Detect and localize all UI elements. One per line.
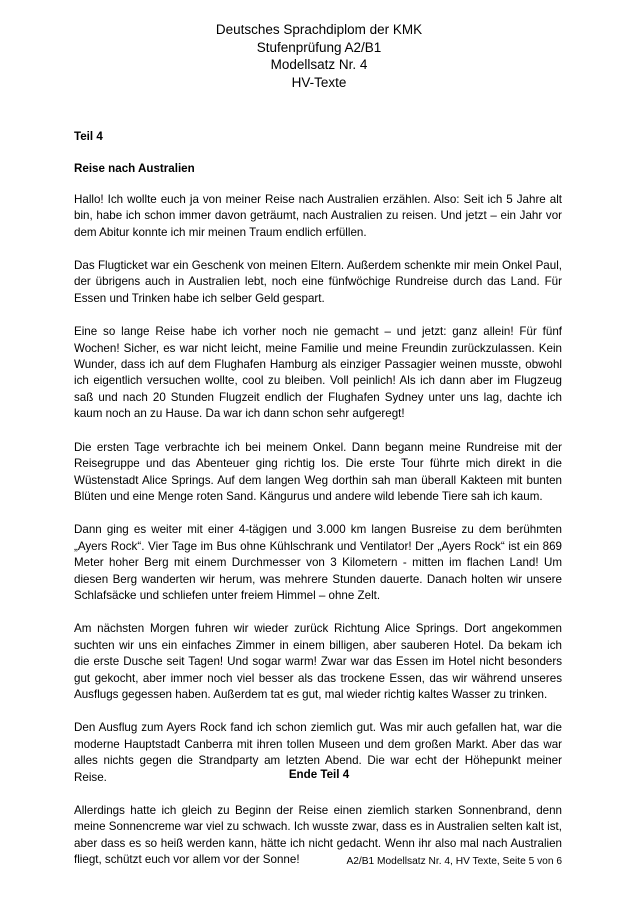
text-title: Reise nach Australien bbox=[74, 162, 195, 176]
paragraph: Allerdings hatte ich gleich zu Beginn der Reise einen ziemlich starken Sonnenbrand, denn meine Sonnencreme war viel zu schwach. Ich wusste zwar, dass es in Australien selten kalt ist, aber dass es so heiß werden kann, hätte ich nicht gedacht. Wenn ihr also mal nach Australien fliegt, schützt euch vor allem vor der Sonne! bbox=[74, 804, 562, 867]
paragraph: Hallo! Ich wollte euch ja von meiner Reise nach Australien erzählen. Also: Seit ich 5 Jahre alt bin, habe ich schon immer davon geträumt, nach Australien zu reisen. Und jetzt – ein Jahr vor dem Abitur konnte ich mir meinen Traum endlich erfüllen. bbox=[74, 192, 562, 239]
paragraph: Eine so lange Reise habe ich vorher noch nie gemacht – und jetzt: ganz allein! Für fünf Wochen! Sicher, es war nicht leicht, meine Familie und meine Freundin zurückzulassen. Kein Wunder, dass ich auf dem Flughafen Hamburg als einziger Passagier weinen musste, obwohl ich eigentlich versuchen wollte, cool zu bleiben. Voll peinlich! Als ich dann aber im Flugzeug saß und nach 20 Stunden Flugzeit endlich der Flughafen Sydney unter uns lag, dachte ich kaum noch an zu Hause. Da war ich dann schon sehr aufgeregt! bbox=[74, 325, 562, 421]
part-label: Teil 4 bbox=[74, 130, 103, 143]
end-label: Ende Teil 4 bbox=[288, 768, 350, 781]
header-line-2: Stufenprüfung A2/B1 bbox=[256, 39, 382, 55]
page-footer: A2/B1 Modellsatz Nr. 4, HV Texte, Seite 5 von 6 bbox=[346, 856, 562, 867]
header-line-3: Modellsatz Nr. 4 bbox=[270, 57, 368, 72]
paragraph: Dann ging es weiter mit einer 4-tägigen und 3.000 km langen Busreise zu dem berühmten „Ayers Rock“. Vier Tage im Bus ohne Kühlschrank und Ventilator! Der „Ayers Rock“ ist ein 869 Meter hoher Berg mit einem Durchmesser von 3 Kilometern - mitten im flachen Land! Um diesen Berg wanderten wir herum, was mehrere Stunden dauerte. Danach holten wir unsere Schlafsäcke und schliefen unter freiem Himmel – ohne Zelt. bbox=[74, 523, 562, 602]
header-line-4: HV-Texte bbox=[291, 74, 347, 90]
paragraph: Den Ausflug zum Ayers Rock fand ich schon ziemlich gut. Was mir auch gefallen hat, war die moderne Hauptstadt Canberra mit ihren tollen Museen und dem großen Markt. Aber das war alles nichts gegen die Strandparty am letzten Abend. Die war echt der Höhepunkt meiner Reise. bbox=[74, 721, 562, 784]
paragraph: Die ersten Tage verbrachte ich bei meinem Onkel. Dann begann meine Rundreise mit der Reisegruppe und das Abenteuer ging richtig los. Die erste Tour führte mich direkt in die Wüstenstadt Alice Springs. Auf dem langen Weg dorthin sah man überall Kakteen mit bunten Blüten und eine Menge roten Sand. Kängurus und andere wild lebende Tiere sah ich kaum. bbox=[74, 440, 562, 503]
paragraph: Das Flugticket war ein Geschenk von meinen Eltern. Außerdem schenkte mir mein Onkel Paul, der übrigens auch in Australien lebt, noch eine fünfwöchige Rundreise durch das Land. Für Essen und Trinken habe ich selber Geld gespart. bbox=[74, 259, 562, 305]
header-line-1: Deutsches Sprachdiplom der KMK bbox=[215, 22, 423, 37]
paragraph: Am nächsten Morgen fuhren wir wieder zurück Richtung Alice Springs. Dort angekommen suchten wir uns ein einfaches Zimmer in einem billigen, aber sauberen Hotel. Da bekam ich die erste Dusche seit Tagen! Und sogar warm! Zwar war das Essen im Hotel nicht besonders gut gekocht, aber immer noch viel besser als das trockene Essen, das wir während unseres Ausflugs gegessen haben. Außerdem tat es gut, mal wieder richtig kaltes Wasser zu trinken. bbox=[74, 622, 562, 701]
document-header bbox=[0, 21, 638, 91]
